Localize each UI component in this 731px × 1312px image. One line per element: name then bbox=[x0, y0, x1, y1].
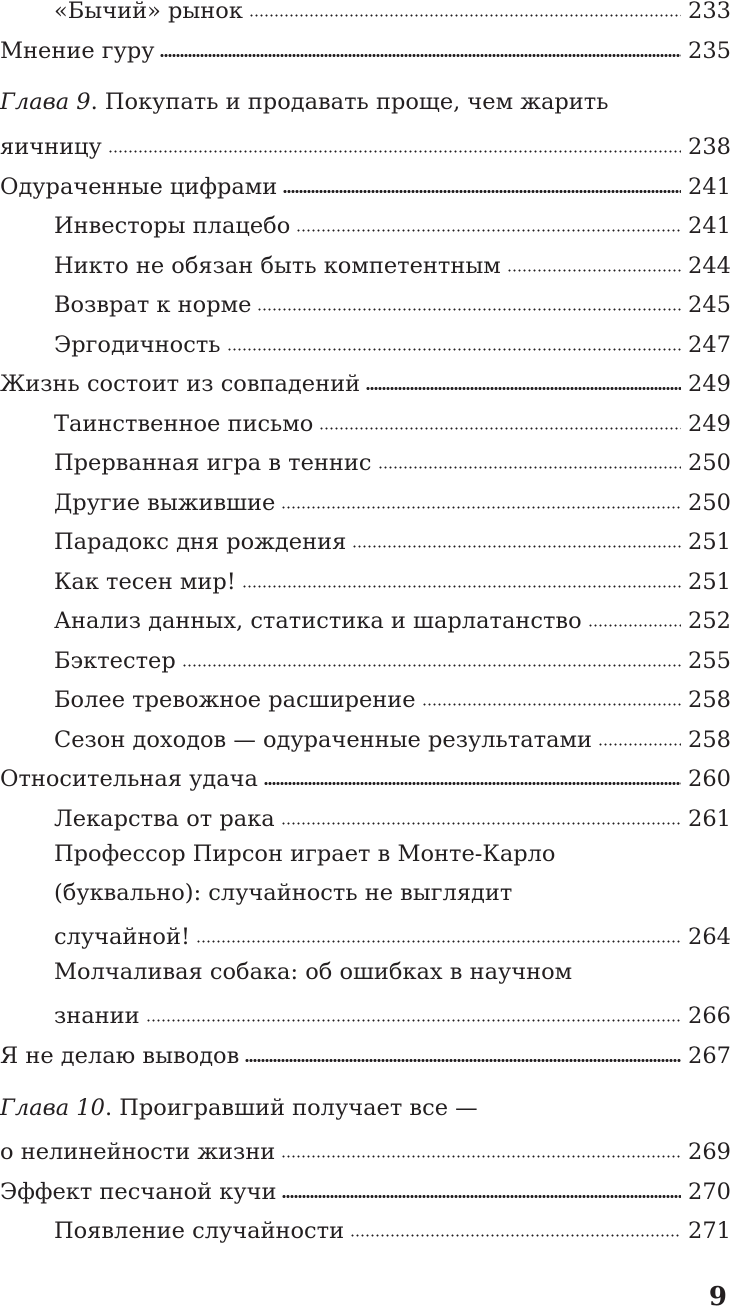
entry-title: Одураченные цифрами bbox=[0, 173, 278, 200]
entry-title: Появление случайности bbox=[54, 1217, 345, 1244]
dot-leader bbox=[146, 1019, 681, 1022]
toc-entry bbox=[0, 794, 731, 830]
toc-entry bbox=[0, 438, 731, 474]
chapter-10-heading bbox=[0, 1097, 478, 1120]
entry-page: 233 bbox=[688, 0, 731, 24]
entry-page: 252 bbox=[688, 607, 731, 634]
dot-leader bbox=[283, 190, 681, 193]
page-number: 9 bbox=[708, 1282, 727, 1312]
entry-page: 251 bbox=[688, 568, 731, 595]
dot-leader bbox=[281, 506, 681, 509]
toc-entry bbox=[0, 1206, 731, 1242]
entry-title: Инвесторы плацебо bbox=[54, 212, 291, 239]
dot-leader bbox=[366, 387, 681, 390]
chapter-label: Глава 10 bbox=[0, 1095, 105, 1121]
entry-page: 249 bbox=[688, 410, 731, 437]
entry-title: Бэктестер bbox=[54, 647, 176, 674]
entry-title: Другие выжившие bbox=[54, 489, 276, 516]
dot-leader bbox=[108, 150, 681, 153]
chapter-9-heading bbox=[0, 91, 609, 114]
toc-entry bbox=[0, 162, 731, 198]
entry-title: Относительная удача bbox=[0, 765, 258, 792]
entry-title-line: Профессор Пирсон играет в Монте-Карло bbox=[54, 841, 556, 867]
entry-page: 269 bbox=[688, 1138, 731, 1165]
entry-title: Более тревожное расширение bbox=[54, 686, 416, 713]
dot-leader bbox=[282, 1195, 681, 1198]
entry-title: Сезон доходов — одураченные результатами bbox=[54, 726, 593, 753]
entry-page: 264 bbox=[688, 923, 731, 950]
dot-leader bbox=[281, 1155, 681, 1158]
toc-entry bbox=[0, 991, 731, 1027]
toc-entry bbox=[0, 320, 731, 356]
toc-entry bbox=[0, 122, 731, 158]
entry-page: 255 bbox=[688, 647, 731, 674]
entry-page: 238 bbox=[688, 133, 731, 160]
entry-page: 267 bbox=[688, 1042, 731, 1069]
dot-leader bbox=[588, 624, 681, 627]
entry-title: случайной! bbox=[54, 923, 190, 950]
entry-page: 250 bbox=[688, 449, 731, 476]
toc-entry bbox=[0, 399, 731, 435]
toc-entry bbox=[0, 675, 731, 711]
entry-page: 245 bbox=[688, 291, 731, 318]
entry-title: Парадокс дня рождения bbox=[54, 528, 347, 555]
entry-page: 251 bbox=[688, 528, 731, 555]
entry-title: Никто не обязан быть компетентным bbox=[54, 252, 501, 279]
entry-title: Анализ данных, статистика и шарлатанство bbox=[54, 607, 582, 634]
entry-page: 271 bbox=[688, 1217, 731, 1244]
toc-entry bbox=[0, 478, 731, 514]
entry-title: яичницу bbox=[0, 133, 102, 160]
entry-title: Прерванная игра в теннис bbox=[54, 449, 372, 476]
entry-page: 261 bbox=[688, 805, 731, 832]
entry-page: 235 bbox=[688, 37, 731, 64]
dot-leader bbox=[245, 1059, 681, 1062]
toc-entry bbox=[0, 241, 731, 277]
toc-entry bbox=[0, 596, 731, 632]
dot-leader bbox=[319, 427, 681, 430]
entry-page: 241 bbox=[688, 173, 731, 200]
entry-title: Эргодичность bbox=[54, 331, 221, 358]
entry-page: 260 bbox=[688, 765, 731, 792]
toc-entry bbox=[0, 754, 731, 790]
entry-page: 266 bbox=[688, 1002, 731, 1029]
dot-leader bbox=[227, 348, 681, 351]
dot-leader bbox=[182, 664, 681, 667]
toc-entry bbox=[0, 0, 731, 22]
entry-title: знании bbox=[54, 1002, 140, 1029]
toc-entry bbox=[0, 912, 731, 948]
toc-entry bbox=[0, 517, 731, 553]
entry-title-line: Молчаливая собака: об ошибках в научном bbox=[54, 959, 573, 985]
entry-page: 258 bbox=[688, 726, 731, 753]
entry-title: Как тесен мир! bbox=[54, 568, 236, 595]
chapter-label: Глава 9 bbox=[0, 89, 91, 115]
entry-page: 270 bbox=[688, 1178, 731, 1205]
dot-leader bbox=[249, 14, 681, 17]
dot-leader bbox=[264, 782, 681, 785]
entry-page: 250 bbox=[688, 489, 731, 516]
toc-entry bbox=[0, 26, 731, 62]
entry-page: 249 bbox=[688, 370, 731, 397]
toc-entry bbox=[0, 201, 731, 237]
entry-title: «Бычий» рынок bbox=[54, 0, 243, 24]
entry-page: 244 bbox=[688, 252, 731, 279]
entry-title: Эффект песчаной кучи bbox=[0, 1178, 277, 1205]
dot-leader bbox=[378, 466, 681, 469]
dot-leader bbox=[352, 545, 681, 548]
toc-entry bbox=[0, 715, 731, 751]
toc-entry bbox=[0, 1031, 731, 1067]
entry-title-line: (буквально): случайность не выглядит bbox=[54, 880, 513, 906]
entry-title: о нелинейности жизни bbox=[0, 1138, 276, 1165]
dot-leader bbox=[507, 269, 681, 272]
entry-title: Таинственное письмо bbox=[54, 410, 314, 437]
dot-leader bbox=[422, 703, 681, 706]
dot-leader bbox=[296, 229, 681, 232]
chapter-title: . Проигравший получает все — bbox=[104, 1095, 478, 1121]
entry-page: 241 bbox=[688, 212, 731, 239]
toc-entry bbox=[0, 1167, 731, 1203]
entry-title: Я не делаю выводов bbox=[0, 1042, 240, 1069]
dot-leader bbox=[350, 1234, 681, 1237]
entry-page: 258 bbox=[688, 686, 731, 713]
entry-title: Возврат к норме bbox=[54, 291, 252, 318]
entry-title: Мнение гуру bbox=[0, 37, 155, 64]
dot-leader bbox=[160, 54, 681, 57]
dot-leader bbox=[196, 940, 681, 943]
toc-entry bbox=[0, 359, 731, 395]
dot-leader bbox=[242, 585, 681, 588]
entry-title: Жизнь состоит из совпадений bbox=[0, 370, 361, 397]
entry-title: Лекарства от рака bbox=[54, 805, 275, 832]
toc-entry bbox=[0, 557, 731, 593]
chapter-title: . Покупать и продавать проще, чем жарить bbox=[90, 89, 609, 115]
toc-entry bbox=[0, 636, 731, 672]
dot-leader bbox=[281, 822, 681, 825]
entry-page: 247 bbox=[688, 331, 731, 358]
dot-leader bbox=[598, 743, 681, 746]
toc-entry bbox=[0, 280, 731, 316]
toc-entry bbox=[0, 1127, 731, 1163]
dot-leader bbox=[257, 308, 681, 311]
